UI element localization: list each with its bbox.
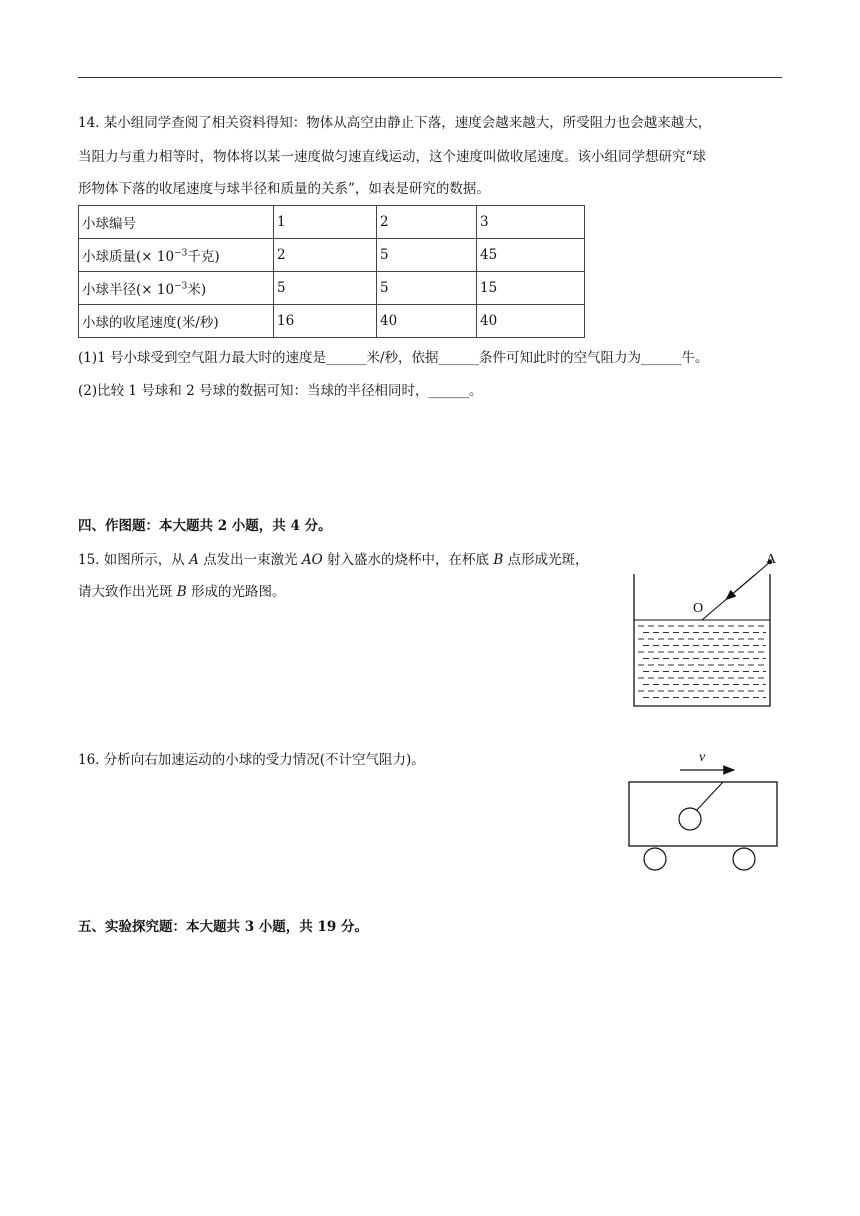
table-cell: 小球编号 [79,206,274,239]
table-cell: 16 [274,305,377,338]
q14-sub-2: (2)比较 1 号球和 2 号球的数据可知：当球的半径相同时，______。 [78,383,483,399]
table-cell: 3 [477,206,585,239]
table-cell: 5 [274,272,377,305]
label-o: O [693,601,704,616]
label-v: v [699,750,706,765]
q16-text: 16. 分析向右加速运动的小球的受力情况(不计空气阻力)。 [78,752,425,768]
cart-body [629,782,777,846]
section-5-heading: 五、实验探究题：本大题共 3 小题，共 19 分。 [78,919,368,935]
hanging-ball [679,808,701,830]
label-a: A [766,552,777,567]
table-row [79,305,585,338]
q15-line-2: 请大致作出光斑 B 形成的光路图。 [78,584,286,600]
table-row [79,239,585,272]
table-cell: 45 [477,239,585,272]
table-cell: 40 [477,305,585,338]
string [695,782,723,812]
table-cell: 40 [377,305,477,338]
data-table [78,205,585,338]
table-cell: 小球半径(× $10^{-3}$米) [79,272,274,305]
table-cell: 15 [477,272,585,305]
q14-line-1: 14. 某小组同学查阅了相关资料得知：物体从高空由静止下落，速度会越来越大，所受阻力也会越来越大， [78,115,712,131]
q14-line-3: 形物体下落的收尾速度与球半径和质量的关系”，如表是研究的数据。 [78,181,490,197]
table-cell: 5 [377,272,477,305]
left-wheel [644,848,666,870]
table-cell: 5 [377,239,477,272]
header-rule [78,77,782,78]
beaker-outline [634,574,770,706]
q14-line-2: 当阻力与重力相等时，物体将以某一速度做匀速直线运动，这个速度叫做收尾速度。该小组同学想研究“球 [78,149,706,165]
q15-line-1: 15. 如图所示，从 A 点发出一束激光 AO 射入盛水的烧杯中，在杯底 B 点形成光斑， [78,552,589,568]
ray-arrow [726,576,754,600]
table-cell: 小球质量(× $10^{-3}$千克) [79,239,274,272]
water-hatching [638,626,766,698]
right-wheel [733,848,755,870]
table-cell: 小球的收尾速度(米/秒) [79,305,274,338]
beaker-figure [626,548,786,710]
cart-figure [624,746,788,876]
table-cell: 2 [377,206,477,239]
table-row [79,206,585,239]
table-cell: 2 [274,239,377,272]
q14-sub-1: (1)1 号小球受到空气阻力最大时的速度是______米/秒，依据______条件可知此时的空气阻力为______牛。 [78,350,709,366]
section-4-heading: 四、作图题：本大题共 2 小题，共 4 分。 [78,518,332,534]
table-row [79,272,585,305]
table-cell: 1 [274,206,377,239]
